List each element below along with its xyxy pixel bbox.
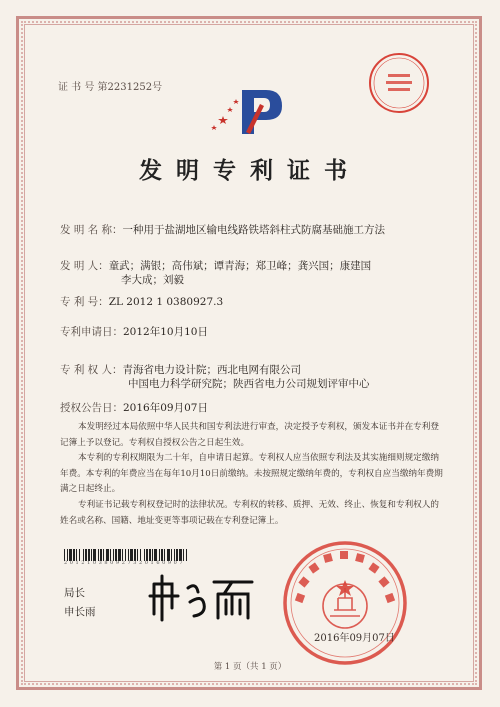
certificate-title: 发明专利证书	[139, 157, 361, 184]
patent-number-value: ZL 2012 1 0380927.3	[108, 296, 224, 308]
patent-number-row	[60, 294, 223, 309]
body-paragraph-2: 本专利的专利权期限为二十年，自申请日起算。专利权人应当依照专利法及其实施细则规定缴纳年费。本专利的年费应当在每年10月10日前缴纳。未按照规定缴纳年费的，专利权自应当缴纳年费期满之日起终止。	[60, 453, 443, 495]
certificate-number: 证 书 号 第2231252号	[58, 82, 163, 93]
inventor-value-line2: 李大成；刘毅	[121, 274, 184, 286]
barcode-bar	[183, 549, 184, 561]
director-signature-icon	[148, 574, 258, 622]
inventor-label: 发 明 人：	[60, 260, 109, 272]
invention-name-label: 发 明 名 称：	[60, 224, 123, 236]
patentee-label: 专 利 权 人：	[60, 364, 123, 376]
patentee-value-line1: 青海省电力设计院；西北电网有限公司	[122, 364, 302, 376]
barcode-number: 2 0 1 2 1 0 3 8 0 9 2 7 3 2 0 1 6 0 9 0 7	[64, 560, 184, 566]
director-title-label: 局长	[64, 587, 85, 599]
grant-date-row	[60, 400, 208, 415]
grant-date-value: 2016年09月07日	[123, 402, 208, 414]
body-paragraph-3: 专利证书记载专利权登记时的法律状况。专利权的转移、质押、无效、终止、恢复和专利权人的姓名或名称、国籍、地址变更等事项记载在专利登记簿上。	[60, 499, 439, 526]
invention-name-value: 一种用于盐湖地区输电线路铁塔斜柱式防腐基础施工方法	[122, 224, 386, 236]
seal-date: 2016年09月07日	[314, 633, 395, 644]
filing-date-row	[60, 324, 208, 339]
patent-number-label: 专 利 号：	[60, 296, 109, 308]
grant-date-label: 授权公告日：	[60, 402, 123, 414]
filing-date-label: 专利申请日：	[60, 326, 123, 338]
director-name-label: 申长雨	[64, 606, 96, 618]
official-seal-icon	[280, 538, 410, 668]
patent-office-logo-icon	[206, 84, 290, 136]
patentee-row	[60, 362, 301, 377]
inventor-value-line1: 童武；满银；高伟斌；谭青海；郑卫峰；龚兴国；康建国	[108, 260, 372, 272]
invention-name-row	[60, 222, 385, 237]
page-footer: 第 1 页（共 1 页）	[213, 662, 287, 672]
patentee-value-line2: 中国电力科学研究院；陕西省电力公司规划评审中心	[128, 378, 370, 390]
top-right-seal-icon	[368, 52, 430, 114]
barcode-bar	[186, 549, 187, 561]
certificate-body	[60, 420, 444, 529]
inventor-row	[60, 258, 371, 273]
body-paragraph-1: 本发明经过本局依照中华人民共和国专利法进行审查，决定授予专利权，颁发本证书并在专利登记簿上予以登记。专利权自授权公告之日起生效。	[60, 422, 439, 448]
filing-date-value: 2012年10月10日	[123, 326, 208, 338]
